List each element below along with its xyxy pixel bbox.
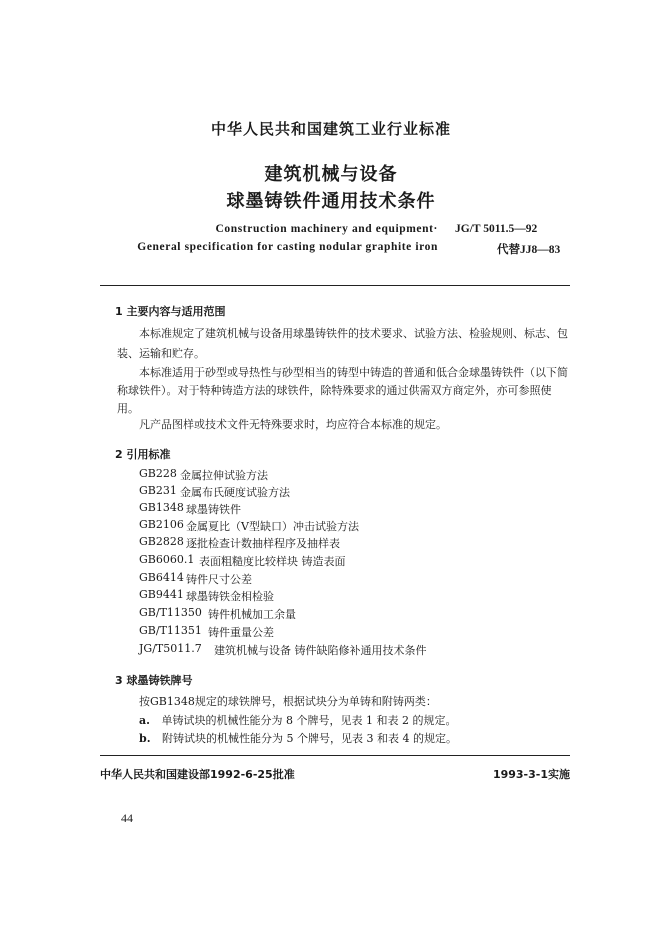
list-marker: a. xyxy=(139,714,150,727)
reference-code: GB/T11351 xyxy=(139,624,202,637)
reference-item xyxy=(139,484,559,500)
reference-item xyxy=(139,642,559,658)
footer-divider xyxy=(100,755,570,756)
approval-statement: 中华人民共和国建设部1992-6-25批准 xyxy=(100,768,295,781)
reference-name: 铸件尺寸公差 xyxy=(186,573,252,586)
section1-paragraph2: 本标准适用于砂型或导热性与砂型相当的铸型中铸造的普通和低合金球墨铸铁件（以下简称球铁件）。对于特种铸造方法的球铁件，除特殊要求的通过供需双方商定外，亦可参照使用。 xyxy=(117,366,568,415)
reference-code: GB2828 xyxy=(139,535,184,548)
standard-code: JG/T 5011.5—92 xyxy=(455,223,538,235)
reference-item xyxy=(139,553,559,569)
reference-name: 金属拉伸试验方法 xyxy=(180,469,268,482)
list-item xyxy=(139,712,456,728)
reference-name: 建筑机械与设备 铸件缺陷修补通用技术条件 xyxy=(214,644,427,657)
reference-code: GB228 xyxy=(139,467,177,480)
reference-code: GB9441 xyxy=(139,588,184,601)
section3-intro: 按GB1348规定的球铁牌号，根据试块分为单铸和附铸两类： xyxy=(139,695,437,708)
reference-item xyxy=(139,606,559,622)
section2-heading: 2 引用标准 xyxy=(115,448,171,461)
list-marker: b. xyxy=(139,732,151,745)
document-title-line2: 球墨铸铁件通用技术条件 xyxy=(226,191,436,212)
reference-code: GB1348 xyxy=(139,501,184,514)
reference-name: 铸件机械加工余量 xyxy=(208,608,296,621)
list-item-text: 附铸试块的机械性能分为 5 个牌号，见表 3 和表 4 的规定。 xyxy=(162,732,458,745)
reference-item xyxy=(139,501,559,517)
reference-code: GB/T11350 xyxy=(139,606,202,619)
reference-name: 铸件重量公差 xyxy=(208,626,274,639)
reference-list xyxy=(139,467,559,662)
reference-name: 逐批检查计数抽样程序及抽样表 xyxy=(186,537,340,550)
reference-item xyxy=(139,571,559,587)
section3-heading: 3 球墨铸铁牌号 xyxy=(115,674,193,687)
reference-code: GB2106 xyxy=(139,518,184,531)
reference-item xyxy=(139,518,559,534)
page-number: 44 xyxy=(121,811,133,825)
reference-code: JG/T5011.7 xyxy=(139,642,202,655)
reference-code: GB6414 xyxy=(139,571,184,584)
reference-item xyxy=(139,588,559,604)
english-title-line1: Construction machinery and equipment· xyxy=(215,223,438,235)
reference-code: GB231 xyxy=(139,484,177,497)
reference-name: 金属布氏硬度试验方法 xyxy=(180,486,290,499)
reference-item xyxy=(139,467,559,483)
reference-name: 球墨铸铁件 xyxy=(186,503,241,516)
reference-name: 表面粗糙度比较样块 铸造表面 xyxy=(199,555,346,568)
header-divider xyxy=(100,285,570,286)
reference-code: GB6060.1 xyxy=(139,553,195,566)
industry-standard-heading: 中华人民共和国建筑工业行业标准 xyxy=(210,120,451,138)
reference-name: 球墨铸铁金相检验 xyxy=(186,590,274,603)
section1-paragraph3: 凡产品图样或技术文件无特殊要求时，均应符合本标准的规定。 xyxy=(139,418,447,431)
list-item xyxy=(139,730,457,746)
reference-item xyxy=(139,624,559,640)
reference-item xyxy=(139,535,559,551)
section1-paragraph1: 本标准规定了建筑机械与设备用球墨铸铁件的技术要求、试验方法、检验规则、标志、包装、运输和贮存。 xyxy=(117,327,568,360)
replaces-standard: 代替JJ8—83 xyxy=(497,244,561,256)
list-item-text: 单铸试块的机械性能分为 8 个牌号，见表 1 和表 2 的规定。 xyxy=(161,714,457,727)
effective-date: 1993-3-1实施 xyxy=(492,768,570,781)
section1-heading: 1 主要内容与适用范围 xyxy=(115,305,226,318)
document-title-line1: 建筑机械与设备 xyxy=(264,164,398,185)
english-title-line2: General specification for casting nodular graphite iron xyxy=(137,241,438,253)
reference-name: 金属夏比（V型缺口）冲击试验方法 xyxy=(186,520,359,533)
